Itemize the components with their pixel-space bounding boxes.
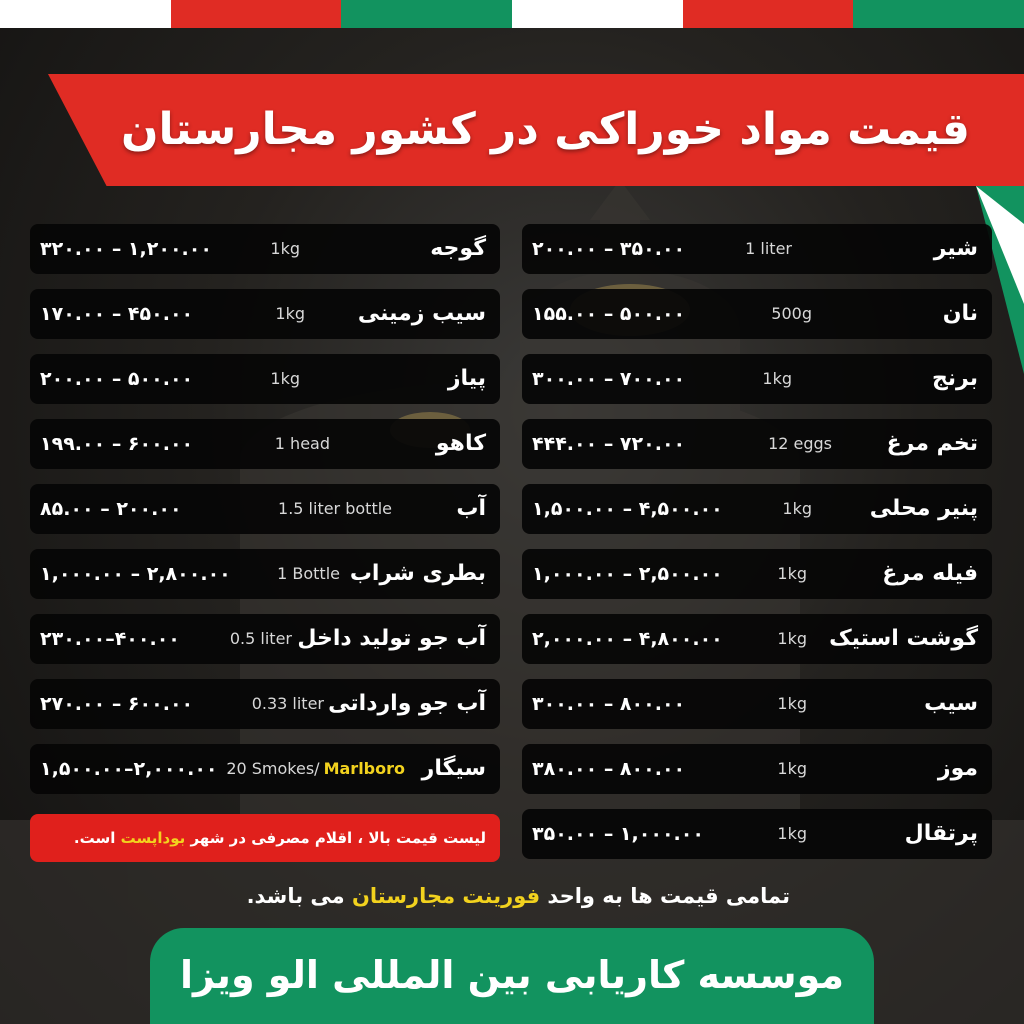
price-row (522, 549, 992, 599)
item-unit (230, 614, 292, 664)
item-unit (762, 354, 792, 404)
city-note-box (30, 814, 500, 862)
price-row (522, 744, 992, 794)
item-name: آب جو وارداتی (328, 691, 486, 716)
unit-text: 1 liter (745, 239, 792, 258)
item-unit (226, 744, 405, 794)
unit-text: 1 head (274, 434, 330, 453)
unit-text: 1kg (270, 239, 300, 258)
item-name: کاهو (435, 431, 486, 456)
unit-text: 500g (771, 304, 812, 323)
item-price: ۸۵.۰۰ – ۲۰۰.۰۰ (40, 498, 182, 520)
unit-text: 1kg (777, 629, 807, 648)
unit-text: 1.5 liter bottle (278, 499, 392, 518)
price-row (522, 354, 992, 404)
item-unit (745, 224, 792, 274)
item-price: ۳۰۰.۰۰ – ۷۰۰.۰۰ (532, 368, 686, 390)
item-name: بطری شراب (349, 561, 486, 586)
item-name: گوجه (430, 236, 486, 261)
item-unit (777, 679, 807, 729)
item-unit (768, 419, 832, 469)
unit-text: 0.33 liter (251, 694, 324, 713)
item-unit (252, 679, 324, 729)
unit-text: 20 Smokes/ (226, 759, 320, 778)
unit-text: 1 Bottle (277, 564, 340, 583)
item-unit (777, 614, 807, 664)
item-name: سیب (924, 691, 978, 716)
price-row (522, 614, 992, 664)
price-row (522, 224, 992, 274)
item-unit (777, 744, 807, 794)
unit-text: 1kg (275, 304, 305, 323)
item-name: آب جو تولید داخل (297, 626, 486, 651)
item-price: ۴۴۴.۰۰ – ۷۲۰.۰۰ (532, 433, 686, 455)
item-price: ۱,۵۰۰.۰۰–۲,۰۰۰.۰۰ (40, 758, 218, 780)
unit-text: 12 eggs (768, 434, 832, 453)
flag-segment-red (171, 0, 342, 28)
price-row (30, 354, 500, 404)
item-unit (275, 289, 305, 339)
price-row (522, 419, 992, 469)
item-unit (277, 549, 340, 599)
price-row (522, 809, 992, 859)
price-row (30, 224, 500, 274)
unit-text: 1kg (777, 564, 807, 583)
price-row (522, 484, 992, 534)
item-unit (275, 419, 330, 469)
item-price: ۲۰۰.۰۰ – ۵۰۰.۰۰ (40, 368, 194, 390)
item-price: ۲۷۰.۰۰ – ۶۰۰.۰۰ (40, 693, 194, 715)
item-price: ۱,۵۰۰.۰۰ – ۴,۵۰۰.۰۰ (532, 498, 723, 520)
unit-text: 1kg (777, 694, 807, 713)
unit-text: 1kg (777, 824, 807, 843)
item-unit (782, 484, 812, 534)
item-unit (270, 224, 300, 274)
price-row (30, 419, 500, 469)
item-unit (777, 549, 807, 599)
item-price: ۲۰۰.۰۰ – ۳۵۰.۰۰ (532, 238, 686, 260)
item-price: ۳۸۰.۰۰ – ۸۰۰.۰۰ (532, 758, 686, 780)
price-row (522, 289, 992, 339)
item-price: ۲,۰۰۰.۰۰ – ۴,۸۰۰.۰۰ (532, 628, 723, 650)
flag-segment-white (512, 0, 683, 28)
item-price: ۱,۰۰۰.۰۰ – ۲,۸۰۰.۰۰ (40, 563, 231, 585)
item-price: ۲۳۰.۰۰–۴۰۰.۰۰ (40, 628, 180, 650)
company-name: موسسه کاریابی بین المللی الو ویزا (180, 953, 844, 997)
item-name: آب (456, 496, 486, 521)
unit-text: 1kg (762, 369, 792, 388)
item-name: سیب زمینی (357, 301, 486, 326)
price-row (522, 679, 992, 729)
item-unit (771, 289, 812, 339)
price-row (30, 744, 500, 794)
flag-segment-white (0, 0, 171, 28)
item-price: ۱۹۹.۰۰ – ۶۰۰.۰۰ (40, 433, 194, 455)
item-name: پرتقال (904, 821, 978, 846)
flag-segment-green (341, 0, 512, 28)
flag-segment-red (683, 0, 854, 28)
item-name: فیله مرغ (882, 561, 978, 586)
item-price: ۳۰۰.۰۰ – ۸۰۰.۰۰ (532, 693, 686, 715)
currency-footnote (180, 876, 790, 916)
item-name: موز (937, 756, 978, 781)
price-row (30, 289, 500, 339)
note-text-end: است. (73, 829, 121, 847)
flag-segment-green (853, 0, 1024, 28)
unit-text: 1kg (270, 369, 300, 388)
item-name: گوشت استیک (829, 626, 978, 651)
unit-text: 1kg (782, 499, 812, 518)
item-name: پنیر محلی (869, 496, 978, 521)
unit-brand: Marlboro (323, 759, 405, 778)
unit-text: 0.5 liter (229, 629, 292, 648)
note-text: لیست قیمت بالا ، اقلام مصرفی در شهر (185, 829, 486, 847)
price-row (30, 484, 500, 534)
item-price: ۱,۰۰۰.۰۰ – ۲,۵۰۰.۰۰ (532, 563, 723, 585)
item-price: ۳۲۰.۰۰ – ۱,۲۰۰.۰۰ (40, 238, 212, 260)
footnote-text-end: می باشد. (246, 884, 352, 908)
item-price: ۱۷۰.۰۰ – ۴۵۰.۰۰ (40, 303, 194, 325)
unit-text: 1kg (777, 759, 807, 778)
item-name: برنج (931, 366, 978, 391)
item-unit (777, 809, 807, 859)
item-name: شیر (933, 236, 978, 261)
flag-color-strip (0, 0, 1024, 28)
note-city-highlight: بوداپست (120, 829, 186, 847)
item-name: سیگار (421, 756, 486, 781)
price-row (30, 549, 500, 599)
item-name: پیاز (447, 366, 486, 391)
price-row (30, 679, 500, 729)
price-row (30, 614, 500, 664)
footnote-currency-highlight: فورینت مجارستان (351, 884, 541, 908)
page-title: قیمت مواد خوراکی در کشور مجارستان (120, 104, 970, 155)
item-price: ۳۵۰.۰۰ – ۱,۰۰۰.۰۰ (532, 823, 704, 845)
item-unit (278, 484, 392, 534)
item-unit (270, 354, 300, 404)
item-name: تخم مرغ (886, 431, 978, 456)
item-price: ۱۵۵.۰۰ – ۵۰۰.۰۰ (532, 303, 686, 325)
item-name: نان (942, 301, 978, 326)
footnote-text: تمامی قیمت ها به واحد (540, 884, 790, 908)
